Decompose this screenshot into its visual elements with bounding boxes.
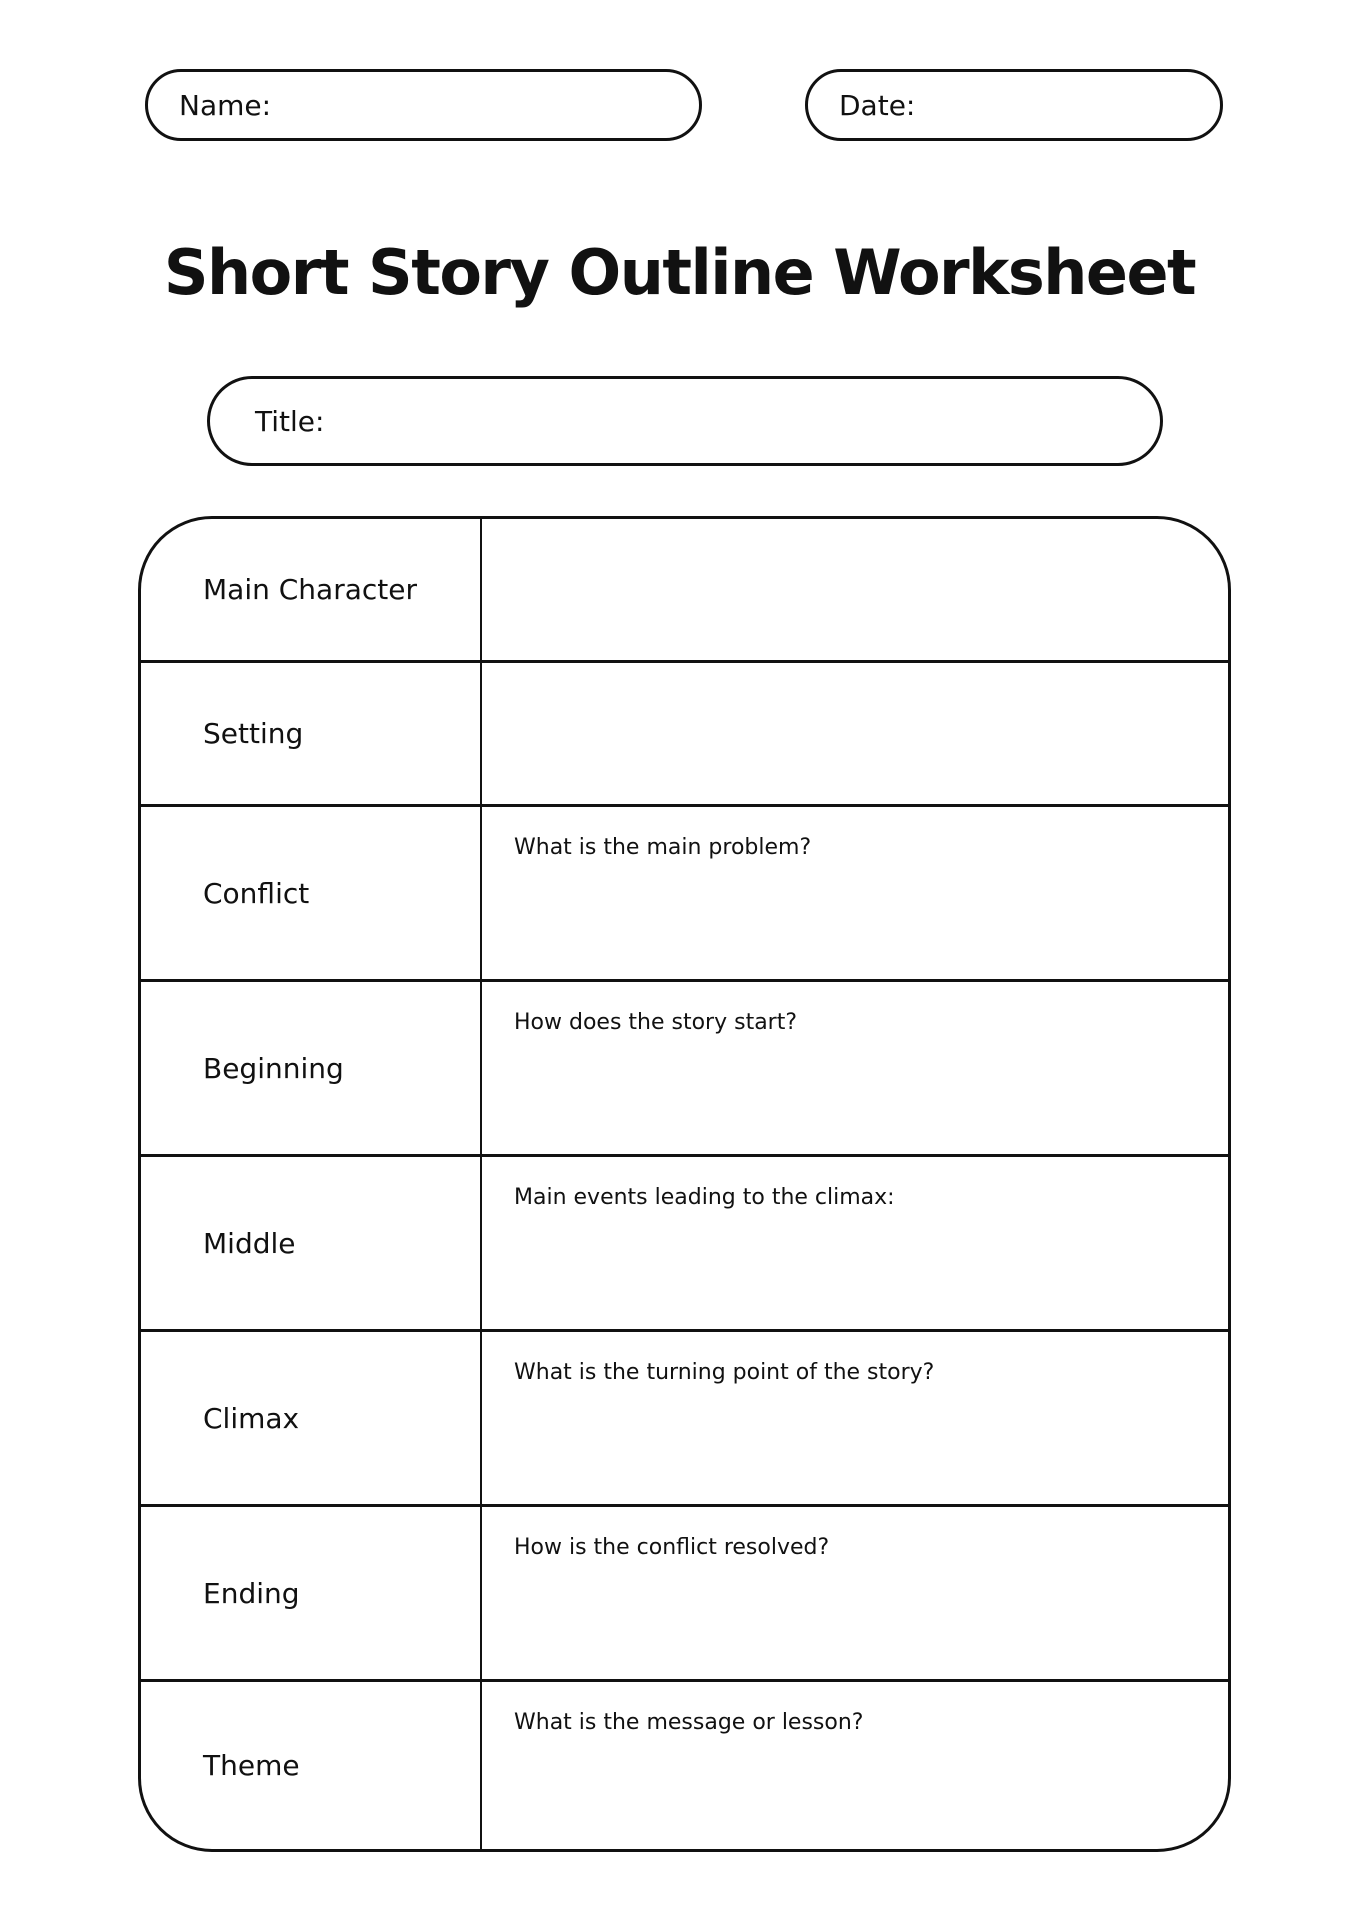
story-title-label: Title: [255,404,325,438]
story-title-entry-area[interactable] [324,379,1160,463]
outline-row-main-character [141,519,1228,663]
outline-row-middle [141,1157,1228,1332]
row-prompt-climax: What is the turning point of the story? [514,1360,935,1385]
name-entry-area[interactable] [271,72,699,138]
answer-area-beginning[interactable] [482,982,1228,1154]
date-entry-area[interactable] [915,72,1220,138]
row-label-main-character: Main Character [203,573,417,606]
answer-area-setting[interactable] [482,663,1228,804]
row-prompt-theme: What is the message or lesson? [514,1710,864,1735]
outline-row-beginning [141,982,1228,1157]
date-field[interactable] [805,69,1223,141]
row-label-conflict: Conflict [203,876,310,910]
date-label: Date: [839,88,916,122]
answer-area-conflict[interactable] [482,807,1228,979]
row-label-climax: Climax [203,1401,300,1435]
row-prompt-beginning: How does the story start? [514,1010,798,1035]
answer-area-theme[interactable] [482,1682,1228,1849]
row-prompt-ending: How is the conflict resolved? [514,1535,830,1560]
outline-table [138,516,1231,1852]
outline-row-theme [141,1682,1228,1849]
row-label-setting: Setting [203,717,304,750]
answer-area-middle[interactable] [482,1157,1228,1329]
row-label-theme: Theme [203,1749,300,1782]
row-label-beginning: Beginning [203,1051,344,1085]
outline-row-ending [141,1507,1228,1682]
story-title-field[interactable] [207,376,1163,466]
outline-row-climax [141,1332,1228,1507]
row-prompt-conflict: What is the main problem? [514,835,812,860]
page-title: Short Story Outline Worksheet [163,236,1196,309]
outline-row-setting [141,663,1228,807]
name-field[interactable] [145,69,702,141]
name-label: Name: [179,88,272,122]
outline-row-conflict [141,807,1228,982]
row-label-ending: Ending [203,1576,300,1610]
row-label-middle: Middle [203,1226,296,1260]
answer-area-main-character[interactable] [482,519,1228,660]
row-prompt-middle: Main events leading to the climax: [514,1185,895,1210]
answer-area-climax[interactable] [482,1332,1228,1504]
answer-area-ending[interactable] [482,1507,1228,1679]
